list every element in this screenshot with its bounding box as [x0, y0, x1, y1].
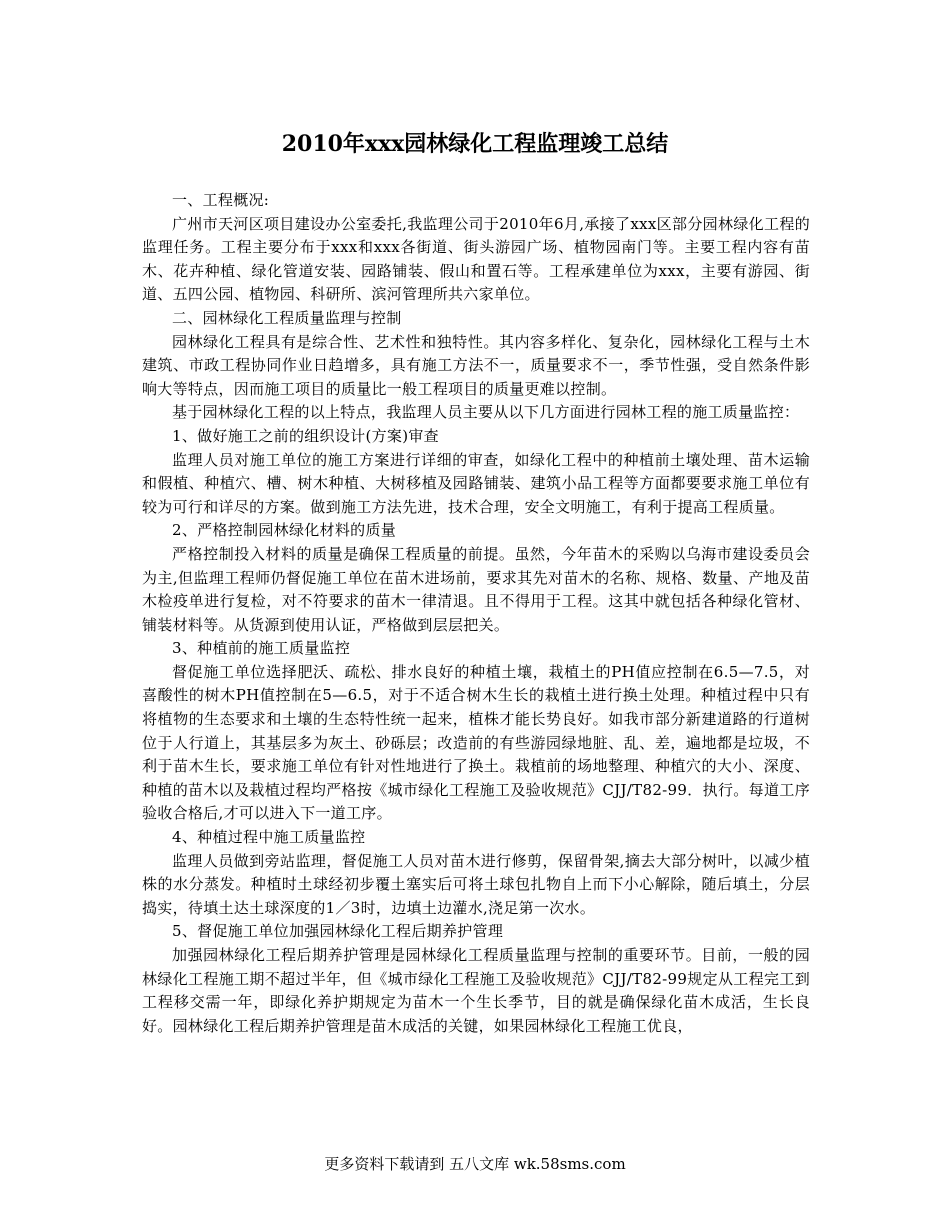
paragraph: 督促施工单位选择肥沃、疏松、排水良好的种植土壤，栽植土的PH值应控制在6.5—7.5，对喜酸性的树木PH值控制在5—6.5，对于不适合树木生长的栽植土进行换土处理。种植过程中只有将植物的生态要求和土壤的生态特性统一起来，植株才能长势良好。如我市部分新建道路的行道树位于人行道上，其基层多为灰土、砂砾层；改造前的有些游园绿地脏、乱、差，遍地都是垃圾，不利于苗木生长，要求施工单位有针对性地进行了换土。栽植前的场地整理、种植穴的大小、深度、种植的苗木以及栽植过程均严格按《城市绿化工程施工及验收规范》CJJ/T82-99．执行。每道工序验收合格后,才可以进入下一道工序。 [142, 662, 810, 823]
document-body [142, 189, 810, 1038]
document-title: 2010年xxx园林绿化工程监理竣工总结 [281, 131, 669, 157]
subheading-3: 3、种植前的施工质量监控 [172, 639, 351, 658]
paragraph: 监理人员做到旁站监理，督促施工人员对苗木进行修剪，保留骨架,摘去大部分树叶，以减少植株的水分蒸发。种植时土球经初步覆土塞实后可将土球包扎物自上而下小心解除，随后填土，分层捣实，待填土达土球深度的1／3时，边填土边灌水,浇足第一次水。 [142, 851, 810, 917]
paragraph: 加强园林绿化工程后期养护管理是园林绿化工程质量监理与控制的重要环节。目前，一般的园林绿化工程施工期不超过半年，但《城市绿化工程施工及验收规范》CJJ/T82-99规定从工程完工到工程移交需一年，即绿化养护期规定为苗木一个生长季节，目的就是确保绿化苗木成活，生长良好。园林绿化工程后期养护管理是苗木成活的关键，如果园林绿化工程施工优良， [142, 946, 810, 1035]
paragraph: 监理人员对施工单位的施工方案进行详细的审查，如绿化工程中的种植前土壤处理、苗木运输和假植、种植穴、槽、树木种植、大树移植及园路铺装、建筑小品工程等方面都要要求施工单位有较为可行和详尽的方案。做到施工方法先进，技术合理，安全文明施工，有利于提高工程质量。 [142, 450, 810, 516]
page-footer: 更多资料下载请到 五八文库 wk.58sms.com [324, 1155, 626, 1173]
heading-overview: 一、工程概况: [172, 191, 270, 209]
heading-quality-control: 二、园林绿化工程质量监理与控制 [172, 308, 402, 327]
subheading-5: 5、督促施工单位加强园林绿化工程后期养护管理 [172, 922, 504, 941]
paragraph: 严格控制投入材料的质量是确保工程质量的前提。虽然，今年苗木的采购以乌海市建设委员会为主,但监理工程师仍督促施工单位在苗木进场前，要求其先对苗木的名称、规格、数量、产地及苗木检疫单进行复检，对不符要求的苗木一律清退。且不得用于工程。这其中就包括各种绿化管材、铺装材料等。从货源到使用认证，严格做到层层把关。 [142, 544, 810, 634]
paragraph: 园林绿化工程具有是综合性、艺术性和独特性。其内容多样化、复杂化，园林绿化工程与土木建筑、市政工程协同作业日趋增多，具有施工方法不一，质量要求不一，季节性强，受自然条件影响大等特点，因而施工项目的质量比一般工程项目的质量更难以控制。 [142, 332, 810, 398]
paragraph: 基于园林绿化工程的以上特点，我监理人员主要从以下几方面进行园林工程的施工质量监控： [172, 403, 800, 422]
subheading-4: 4、种植过程中施工质量监控 [172, 828, 366, 847]
subheading-2: 2、严格控制园林绿化材料的质量 [172, 521, 397, 540]
subheading-1: 1、做好施工之前的组织设计(方案)审查 [172, 426, 439, 445]
paragraph: 广州市天河区项目建设办公室委托,我监理公司于2010年6月,承接了xxx区部分园林绿化工程的监理任务。工程主要分布于xxx和xxx各街道、街头游园广场、植物园南门等。主要工程内容有苗木、花卉种植、绿化管道安装、园路铺装、假山和置石等。工程承建单位为xxx，主要有游园、街道、五四公园、植物园、科研所、滨河管理所共六家单位。 [142, 214, 810, 304]
